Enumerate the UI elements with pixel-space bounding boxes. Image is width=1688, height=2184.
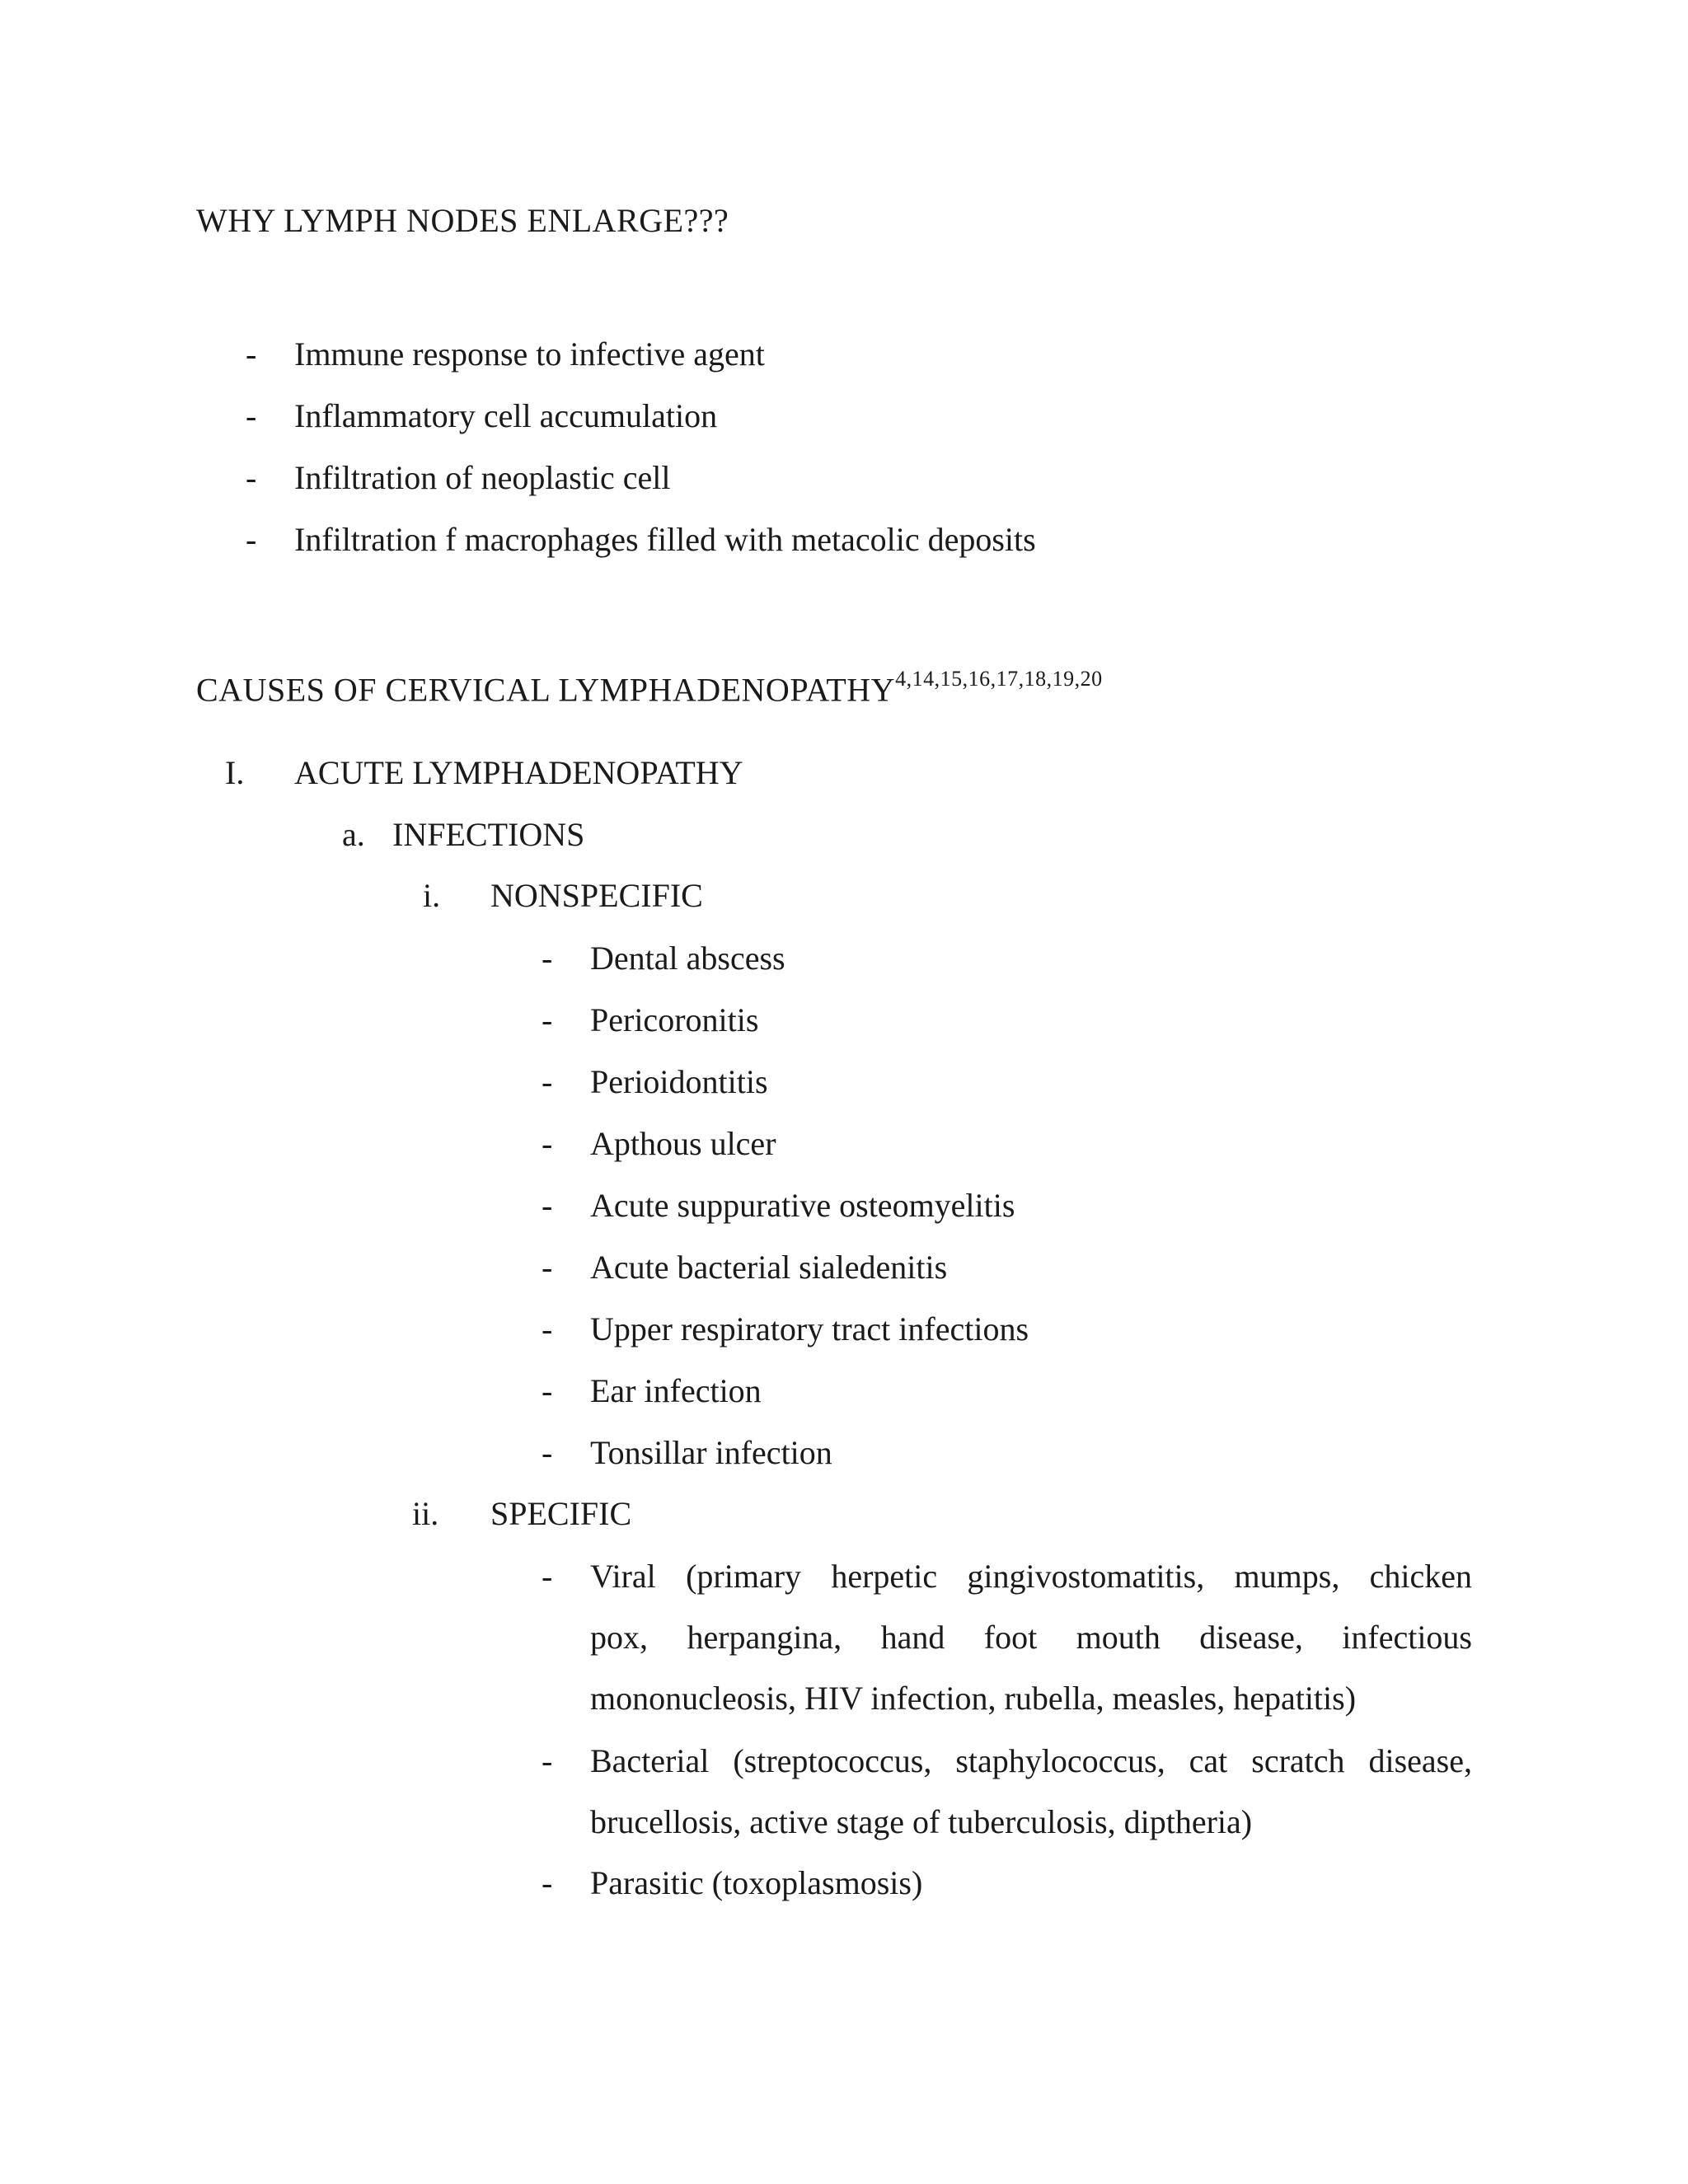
bullet-dash: - (246, 459, 257, 496)
list-item-parasitic: Parasitic (toxoplasmosis) (590, 1864, 923, 1901)
bullet-dash: - (542, 1187, 553, 1224)
list-item-viral-line3: mononucleosis, HIV infection, rubella, measles, hepatitis) (590, 1680, 1357, 1717)
list-item: Infiltration of neoplastic cell (294, 459, 671, 496)
bullet-dash: - (542, 1063, 553, 1100)
bullet-dash: - (542, 1864, 553, 1901)
bullet-dash: - (542, 1558, 553, 1595)
bullet-dash: - (542, 1125, 553, 1162)
outline-marker-level2: a. (342, 816, 365, 853)
section-title-why-lymph-nodes-enlarge: WHY LYMPH NODES ENLARGE??? (196, 202, 729, 239)
outline-marker-level3-nonspecific: i. (423, 877, 441, 914)
list-item-viral-line1: Viral (primary herpetic gingivostomatitis, mumps, chicken (590, 1558, 1472, 1595)
bullet-dash: - (542, 1001, 553, 1038)
outline-heading-acute-lymphadenopathy: ACUTE LYMPHADENOPATHY (294, 754, 743, 791)
outline-marker-level1: I. (225, 754, 245, 791)
list-item: Inflammatory cell accumulation (294, 397, 718, 434)
section-title-causes (196, 667, 1103, 709)
list-item: Pericoronitis (590, 1001, 759, 1038)
bullet-dash: - (542, 1742, 553, 1779)
list-item-bacterial-line1: Bacterial (streptococcus, staphylococcus, cat scratch disease, (590, 1742, 1472, 1779)
list-item: Perioidontitis (590, 1063, 768, 1100)
bullet-dash: - (246, 397, 257, 434)
list-item-viral-line2: pox, herpangina, hand foot mouth disease, infectious (590, 1619, 1472, 1656)
list-item: Dental abscess (590, 940, 785, 977)
list-item: Ear infection (590, 1372, 762, 1409)
bullet-dash: - (542, 940, 553, 977)
section-title-text: CAUSES OF CERVICAL LYMPHADENOPATHY (196, 671, 896, 709)
bullet-dash: - (542, 1372, 553, 1409)
bullet-dash: - (246, 335, 257, 373)
outline-heading-nonspecific: NONSPECIFIC (490, 877, 703, 914)
list-item: Infiltration f macrophages filled with metacolic deposits (294, 521, 1036, 558)
list-item: Immune response to infective agent (294, 335, 765, 373)
list-item: Apthous ulcer (590, 1125, 776, 1162)
citation-superscript: 4,14,15,16,17,18,19,20 (895, 667, 1103, 691)
bullet-dash: - (542, 1310, 553, 1347)
list-item: Acute suppurative osteomyelitis (590, 1187, 1015, 1224)
bullet-dash: - (542, 1434, 553, 1471)
bullet-dash: - (542, 1249, 553, 1286)
list-item: Upper respiratory tract infections (590, 1310, 1029, 1347)
outline-heading-infections: INFECTIONS (392, 816, 585, 853)
list-item: Acute bacterial sialedenitis (590, 1249, 948, 1286)
outline-marker-level3-specific: ii. (412, 1495, 439, 1532)
list-item: Tonsillar infection (590, 1434, 832, 1471)
outline-heading-specific: SPECIFIC (490, 1495, 632, 1532)
list-item-bacterial-line2: brucellosis, active stage of tuberculosis, diptheria) (590, 1803, 1253, 1840)
bullet-dash: - (246, 521, 257, 558)
